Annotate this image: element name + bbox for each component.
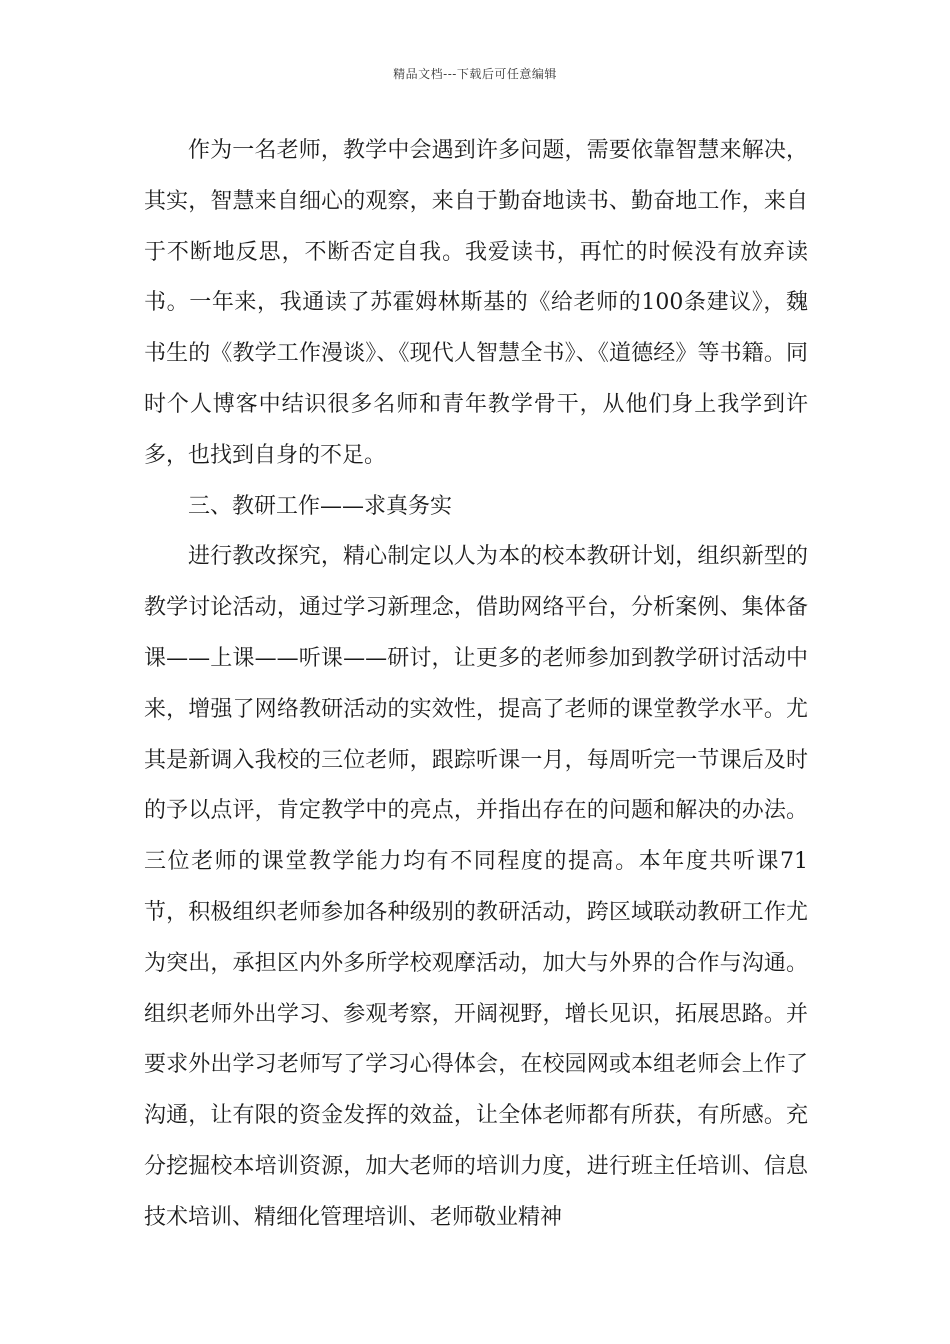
page-header: 精品文档---下载后可任意编辑 bbox=[393, 67, 557, 81]
document-body bbox=[144, 126, 808, 1244]
section-heading-research: 三、教研工作——求真务实 bbox=[188, 493, 453, 519]
paragraph-research: 进行教改探究，精心制定以人为本的校本教研计划，组织新型的教学讨论活动，通过学习新理念，借助网络平台，分析案例、集体备课——上课——听课——研讨，让更多的老师参加到教学研讨活动中来，增强了网络教研活动的实效性，提高了老师的课堂教学水平。尤其是新调入我校的三位老师，跟踪听课一月，每周听完一节课后及时的予以点评，肯定教学中的亮点，并指出存在的问题和解决的办法。三位老师的课堂教学能力均有不同程度的提高。本年度共听课71节，积极组织老师参加各种级别的教研活动，跨区域联动教研工作尤为突出，承担区内外多所学校观摩活动，加大与外界的合作与沟通。组织老师外出学习、参观考察，开阔视野，增长见识，拓展思路。并要求外出学习老师写了学习心得体会，在校园网或本组老师会上作了沟通，让有限的资金发挥的效益，让全体老师都有所获，有所感。充分挖掘校本培训资源，加大老师的培训力度，进行班主任培训、信息技术培训、精细化管理培训、老师敬业精神 bbox=[144, 544, 808, 1230]
paragraph-reading: 作为一名老师，教学中会遇到许多问题，需要依靠智慧来解决，其实，智慧来自细心的观察，来自于勤奋地读书、勤奋地工作，来自于不断地反思，不断否定自我。我爱读书，再忙的时候没有放弃读书。一年来，我通读了苏霍姆林斯基的《给老师的100条建议》，魏书生的《教学工作漫谈》、《现代人智慧全书》、《道德经》等书籍。同时个人博客中结识很多名师和青年教学骨干，从他们身上我学到许多，也找到自身的不足。 bbox=[144, 138, 808, 468]
